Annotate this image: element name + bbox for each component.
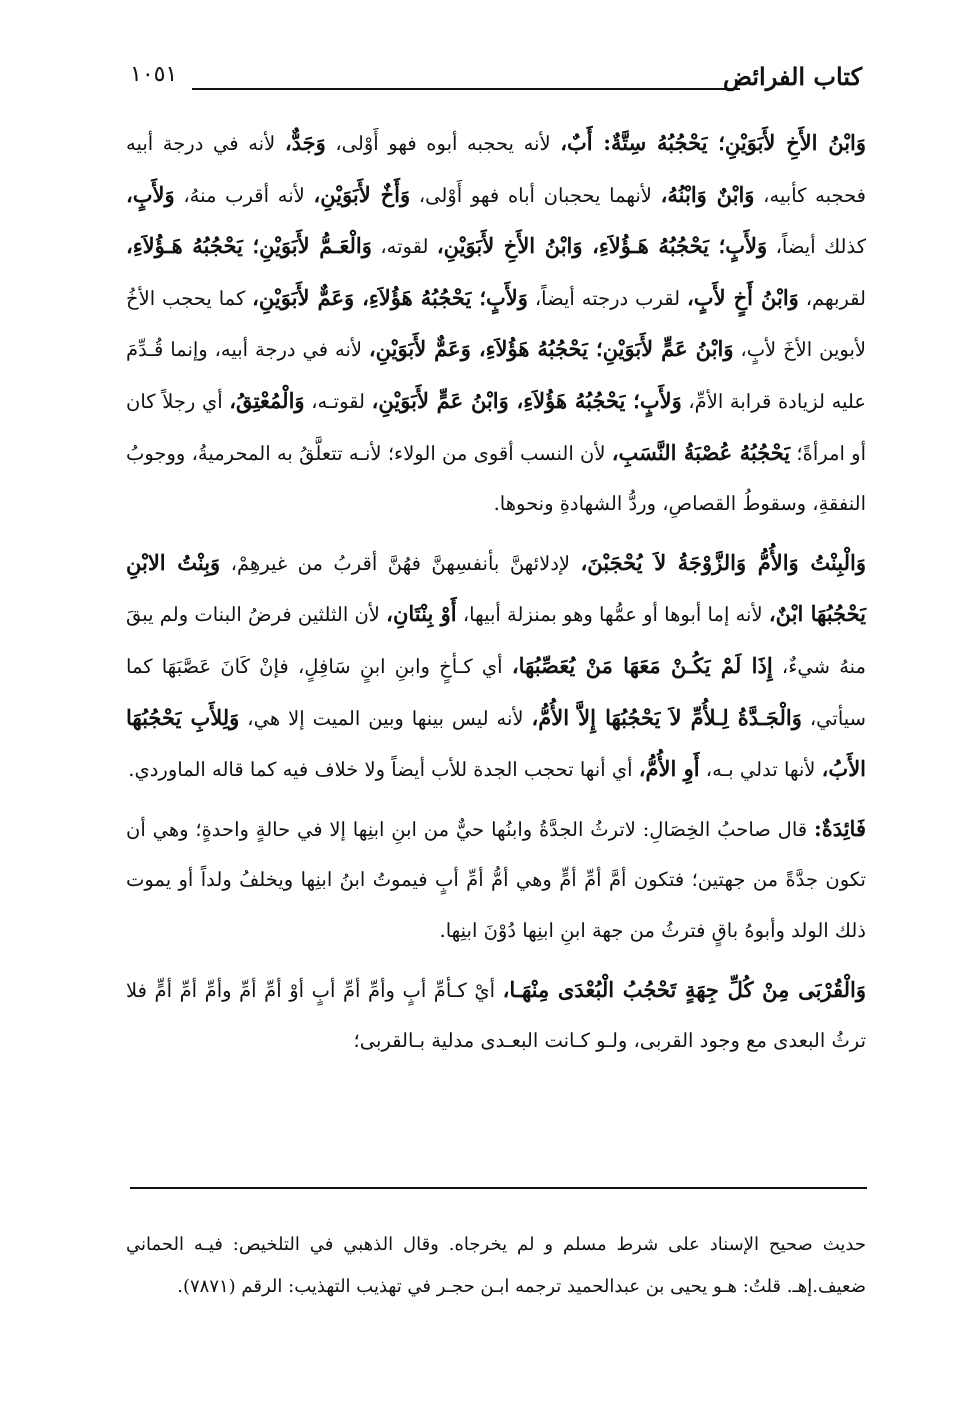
- commentary-text: لقربهم،: [798, 286, 866, 310]
- matn-text: وَأَخٌ لأَبَوَيْنِ،: [313, 181, 411, 207]
- commentary-text: لأنها تدلي بـه،: [699, 758, 822, 782]
- matn-text: وَابْنُ الأَخِ لأَبَوَيْنِ؛ يَحْجُبُهُ سِتَّةٌ: أَبٌ،: [560, 130, 867, 155]
- footnote-rule: [130, 1187, 867, 1189]
- header-rule: [192, 88, 740, 90]
- matn-text: أَوْ بِنْتَانِ،: [386, 601, 457, 627]
- running-title: كتاب الفرائض: [722, 62, 862, 91]
- commentary-text: لأنه يحجبه أبوه فهو أَوْلى،: [325, 132, 561, 155]
- commentary-text: لأن النسب أقوى من الولاء؛ لأنـه تتعلَّقُ به المحرميةُ، ووجوبُ النفقةِ، وسقوطُ القصاصِ، وردُّ الشهادةِ ونحوها.: [126, 441, 866, 516]
- commentary-text: قال صاحبُ الخِصَالِ: لاترثُ الجدَّةُ وابنُها حيٌّ من ابنِ ابنِها إلا في حالةٍ واحدةٍ؛ وهي أن تكون جدَّةً من جهتين؛ فتكون أمَّ أمِّ أمٍّ وهي أمُّ أمِّ أبٍ فيموتُ ابنُ ابنِها ويخلفُ ولداً أو يموت ذلك الولد وأبوهُ باقٍ فترثُ من جهة ابنِ ابنِها دُوْنَ ابنِها.: [126, 817, 866, 942]
- matn-text: وَابْنٌ وَابْنُهُ،: [660, 181, 755, 207]
- commentary-text: كذلك أيضاً،: [767, 235, 867, 259]
- matn-text: وَبِنْتُ الابْنِ يَحْجُبُهَا ابْنٌ،: [126, 549, 867, 627]
- page-number: ١٠٥١: [130, 62, 178, 87]
- commentary-text: لأنه في درجة أبيه فحجبه كأبيه،: [126, 132, 866, 207]
- commentary-text: لقرب درجته أيضاً،: [527, 286, 688, 310]
- commentary-text: لأنهما يحجبان أباه فهو أَوْلى،: [410, 183, 661, 207]
- matn-text: وَلأَبٍ؛ يَحْجُبُهُ هَـؤُلاَءِ، وَابْنُ الأَخِ لأَبَوَيْنِ،: [436, 233, 768, 259]
- matn-text: أَوِ الأُمُّ،: [638, 756, 700, 782]
- matn-text: إِذَا لَمْ يَكُـنْ مَعَهَا مَنْ يُعَصِّبُهَا،: [511, 652, 773, 678]
- matn-text: وَابْنُ أَخٍ لأَبٍ،: [687, 284, 799, 310]
- commentary-text: أي كـأخٍ وابنِ ابنٍ سَافِلٍ، فإنْ كَانَ عَصَّبَهَا كما سيأتي،: [126, 654, 866, 730]
- commentary-text: أي رجلاً كان أو امرأةً؛: [126, 389, 866, 465]
- paragraph: [126, 804, 866, 957]
- paragraph: [126, 538, 866, 796]
- commentary-text: لأنه إما أبوها أو عمُّها وهو بمنزلة أبيها،: [456, 603, 769, 627]
- commentary-text: لإدلائهنَّ بأنفسِهنَّ فهُنَّ أقربُ من غيرهِمْ،: [220, 551, 581, 575]
- matn-text: وَالْجَـدَّةُ لِـلأُمِّ لاَ يَحْجُبُهَا إِلاَّ الأُمُّ،: [531, 704, 802, 730]
- matn-text: وَالْمُعْتِقُ،: [229, 387, 305, 413]
- commentary-text: لأنه ليس بينها وبين الميت إلا هي،: [239, 706, 532, 730]
- matn-text: وَلأَبٍ؛ يَحْجُبُهُ هَؤُلاَءِ، وَعَمٌّ لأَبَوَيْنِ،: [252, 284, 528, 310]
- matn-text: وَابْنُ عَمٍّ لأَبَوَيْنِ؛ يَحْجُبُهُ هَؤُلاَءِ، وَعَمٌّ لأَبَوَيْنِ،: [368, 336, 734, 362]
- page-header: [130, 62, 862, 96]
- commentary-text: لأنه في درجة أبيه، وإنما قُـدِّمَ عليه لزيادة قرابة الأمِّ،: [126, 338, 867, 413]
- commentary-text: أيْ كـأمِّ أبٍ وأمِّ أمِّ أبٍ أوْ أمِّ أمِّ وأمِّ أمِّ أمٍّ فلا ترثُ البعدى مع وجود القربى، ولـو كـانت البعـدى مدلية بـالقربى؛: [126, 978, 866, 1053]
- matn-text: وَالْقُرْبَى مِنْ كُلِّ جِهَةٍ تَحْجُبُ الْبُعْدَى مِنْهَـا،: [502, 976, 866, 1002]
- matn-text: وَجَدٌّ،: [284, 130, 326, 155]
- paragraph: [126, 118, 866, 530]
- footnote: حديث صحيح الإسناد على شرط مسلم و لم يخرجاه. وقال الذهبي في التلخيص: فيـه الحماني ضعيف.إهـ. قلتُ: هـو يحيى بن عبدالحميد ترجمه ابـن حجـر في تهذيب التهذيب: الرقم (٧٨٧١).: [126, 1234, 866, 1297]
- commentary-text: لأنه أقرب منهُ،: [174, 183, 314, 207]
- commentary-text: لقوته،: [371, 235, 437, 259]
- matn-text: وَالْبِنْتُ وَالأُمُّ وَالزَّوْجَةُ لاَ يُحْجَبْنَ،: [580, 549, 866, 575]
- commentary-text: كما يحجب الأخُ لأبوين الأخَ لأبٍ،: [126, 286, 866, 362]
- commentary-text: لقوتـه،: [304, 389, 372, 413]
- matn-text: وَلِلأَبِ يَحْجُبُهَا الأَبُ،: [126, 704, 866, 782]
- matn-text: فَائِدَةٌ:: [813, 815, 866, 841]
- commentary-text: لأن الثلثين فرضُ البنات ولم يبقَ منهُ شيءٌ،: [126, 603, 866, 678]
- matn-text: وَلأَبٍ؛ يَحْجُبُهُ هَؤُلاَءِ، وَابْنُ عَمٍّ لأَبَوَيْنِ،: [371, 387, 682, 413]
- matn-text: وَالْعَـمُّ لأَبَوَيْنِ؛ يَحْجُبُهُ هَـؤُلاَءِ،: [126, 233, 372, 259]
- matn-text: وَلأَبٍ،: [126, 181, 175, 207]
- paragraph: [126, 965, 866, 1067]
- commentary-text: أي أنها تحجب الجدة للأب أيضاً ولا خلاف فيه كما قاله الماوردي.: [128, 758, 639, 782]
- main-text: [126, 118, 866, 1067]
- matn-text: يَحْجُبُهُ عُصْبَةُ النَّسَبِ،: [611, 439, 791, 465]
